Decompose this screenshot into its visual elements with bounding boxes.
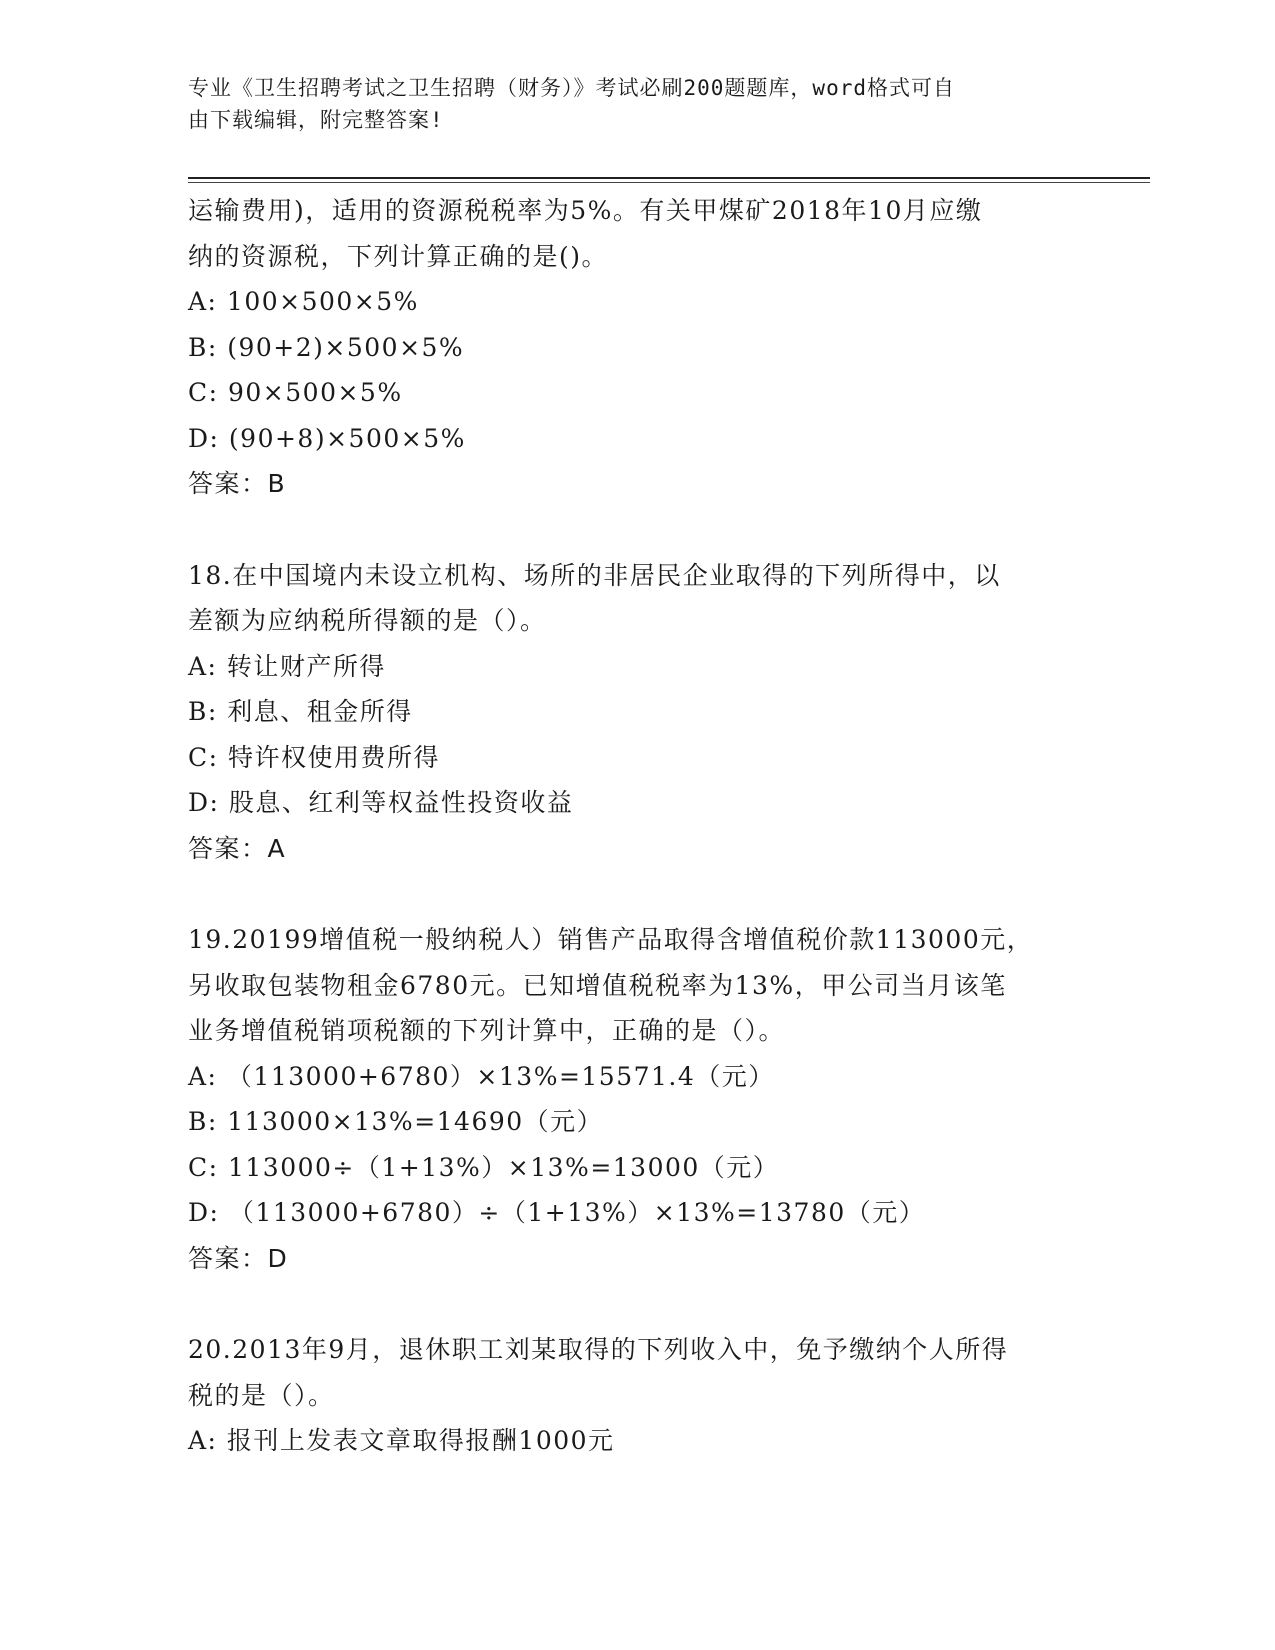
question-stem: 另收取包装物租金6780元。已知增值税税率为13%，甲公司当月该笔 bbox=[188, 970, 1007, 1000]
question-stem: 业务增值税销项税额的下列计算中，正确的是（）。 bbox=[188, 1016, 786, 1045]
page-header bbox=[188, 72, 1078, 136]
option-c: C: 113000÷（1+13%）×13%=13000（元） bbox=[188, 1152, 780, 1182]
option-a: A: （113000+6780）×13%=15571.4（元） bbox=[188, 1061, 775, 1091]
option-a: A: 报刊上发表文章取得报酬1000元 bbox=[188, 1426, 615, 1455]
option-c: C: 特许权使用费所得 bbox=[188, 742, 440, 772]
question-list bbox=[188, 188, 1088, 1464]
option-a: A: 100×500×5% bbox=[188, 287, 419, 316]
question-stem: 18.在中国境内未设立机构、场所的非居民企业取得的下列所得中，以 bbox=[188, 560, 1001, 590]
header-title-line-1: 专业《卫生招聘考试之卫生招聘（财务）》考试必刷200题题库，word格式可自 bbox=[188, 76, 955, 100]
option-a: A: 转让财产所得 bbox=[188, 651, 386, 681]
question-stem: 差额为应纳税所得额的是（）。 bbox=[188, 606, 547, 635]
question-stem: 纳的资源税，下列计算正确的是()。 bbox=[188, 241, 609, 271]
header-title-line-2: 由下载编辑，附完整答案! bbox=[188, 108, 444, 132]
question-stem: 20.2013年9月，退休职工刘某取得的下列收入中，免予缴纳个人所得 bbox=[188, 1335, 1009, 1364]
question-17 bbox=[188, 188, 1088, 507]
answer-label: 答案：A bbox=[188, 833, 287, 863]
header-divider-thick bbox=[188, 177, 1150, 179]
option-c: C: 90×500×5% bbox=[188, 378, 403, 407]
option-b: B: 利息、租金所得 bbox=[188, 697, 413, 726]
question-stem: 运输费用)，适用的资源税税率为5%。有关甲煤矿2018年10月应缴 bbox=[188, 196, 983, 225]
question-20 bbox=[188, 1327, 1088, 1464]
question-stem: 19.20199增值税一般纳税人）销售产品取得含增值税价款113000元， bbox=[188, 925, 1034, 954]
header-divider-thin bbox=[188, 182, 1150, 183]
option-b: B: 113000×13%=14690（元） bbox=[188, 1107, 604, 1136]
question-stem: 税的是（）。 bbox=[188, 1380, 335, 1410]
question-18 bbox=[188, 553, 1088, 872]
question-19 bbox=[188, 917, 1088, 1281]
option-b: B: (90+2)×500×5% bbox=[188, 332, 465, 362]
option-d: D: （113000+6780）÷（1+13%）×13%=13780（元） bbox=[188, 1198, 926, 1227]
answer-label: 答案：D bbox=[188, 1243, 289, 1273]
answer-label: 答案：B bbox=[188, 469, 287, 498]
option-d: D: 股息、红利等权益性投资收益 bbox=[188, 788, 574, 817]
option-d: D: (90+8)×500×5% bbox=[188, 423, 466, 453]
